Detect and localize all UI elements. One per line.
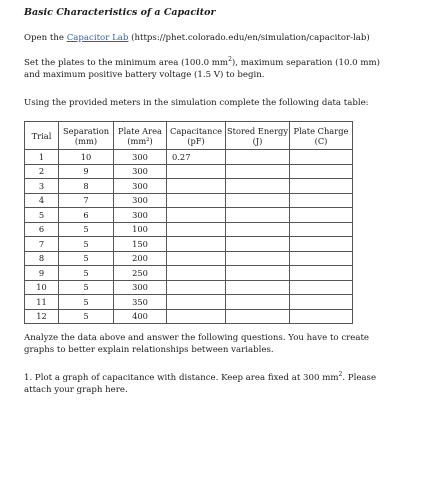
cell-plate-charge[interactable] (290, 309, 353, 324)
cell-plate-area: 400 (114, 309, 167, 324)
table-row (25, 266, 353, 281)
cell-plate-charge[interactable] (290, 266, 353, 281)
table-row (25, 280, 353, 295)
cell-plate-area: 250 (114, 266, 167, 281)
cell-separation: 7 (59, 193, 114, 208)
intro-suffix: (https://phet.colorado.edu/en/simulation/capacitor-lab) (128, 33, 370, 43)
cell-plate-charge[interactable] (290, 295, 353, 310)
cell-plate-area: 300 (114, 150, 167, 165)
setup-line-2: and maximum positive battery voltage (1.5 V) to begin. (24, 70, 265, 80)
cell-plate-charge[interactable] (290, 280, 353, 295)
analysis-line-2: graphs to better explain relationships between variables. (24, 345, 274, 355)
cell-plate-area: 300 (114, 164, 167, 179)
cell-trial: 6 (25, 222, 59, 237)
cell-stored-energy[interactable] (226, 251, 290, 266)
question-1-line-1-b: . Please (342, 373, 377, 383)
setup-line-1-b: ), maximum separation (10.0 mm) (231, 58, 381, 68)
cell-capacitance[interactable] (167, 237, 226, 252)
cell-plate-area: 300 (114, 208, 167, 223)
cell-trial: 7 (25, 237, 59, 252)
cell-capacitance[interactable] (167, 208, 226, 223)
cell-plate-charge[interactable] (290, 237, 353, 252)
cell-capacitance[interactable]: 0.27 (167, 150, 226, 165)
cell-separation: 5 (59, 266, 114, 281)
cell-separation: 6 (59, 208, 114, 223)
setup-line-1-a: Set the plates to the minimum area (100.0 mm (24, 58, 229, 68)
intro-prefix: Open the (24, 33, 67, 43)
cell-separation: 5 (59, 295, 114, 310)
setup-line-1-sup: 2 (228, 56, 232, 64)
cell-capacitance[interactable] (167, 222, 226, 237)
table-row (25, 193, 353, 208)
header-separation: Separation (mm) (59, 122, 114, 150)
header-trial: Trial (25, 122, 59, 150)
question-1-line-1-a: 1. Plot a graph of capacitance with distance. Keep area fixed at 300 mm (24, 373, 339, 383)
cell-plate-area: 300 (114, 193, 167, 208)
header-capacitance: Capacitance (pF) (167, 122, 226, 150)
cell-plate-charge[interactable] (290, 164, 353, 179)
cell-plate-area: 300 (114, 179, 167, 194)
table-header-row (25, 122, 353, 150)
analysis-line-1: Analyze the data above and answer the following questions. You have to create (24, 333, 370, 343)
question-1-line-2: attach your graph here. (24, 385, 128, 395)
capacitor-lab-link[interactable]: Capacitor Lab (66, 33, 129, 43)
setup-paragraph (24, 57, 380, 81)
cell-plate-area: 200 (114, 251, 167, 266)
cell-trial: 5 (25, 208, 59, 223)
table-row (25, 150, 353, 165)
cell-stored-energy[interactable] (226, 266, 290, 281)
cell-separation: 5 (59, 222, 114, 237)
data-table (24, 121, 353, 324)
question-1-line-1 (24, 372, 376, 384)
cell-trial: 9 (25, 266, 59, 281)
cell-separation: 10 (59, 150, 114, 165)
question-1-line-1-sup: 2 (338, 371, 343, 379)
cell-separation: 8 (59, 179, 114, 194)
cell-stored-energy[interactable] (226, 150, 290, 165)
table-row (25, 164, 353, 179)
cell-capacitance[interactable] (167, 309, 226, 324)
cell-stored-energy[interactable] (226, 237, 290, 252)
table-row (25, 179, 353, 194)
cell-separation: 5 (59, 309, 114, 324)
cell-trial: 10 (25, 280, 59, 295)
cell-plate-area: 300 (114, 280, 167, 295)
table-body (25, 150, 353, 324)
instruction-paragraph: Using the provided meters in the simulation complete the following data table: (24, 98, 369, 108)
table-row (25, 295, 353, 310)
cell-separation: 5 (59, 251, 114, 266)
cell-trial: 11 (25, 295, 59, 310)
table-row (25, 237, 353, 252)
cell-stored-energy[interactable] (226, 295, 290, 310)
cell-capacitance[interactable] (167, 164, 226, 179)
cell-capacitance[interactable] (167, 193, 226, 208)
cell-trial: 3 (25, 179, 59, 194)
intro-paragraph (24, 32, 370, 44)
cell-capacitance[interactable] (167, 280, 226, 295)
setup-line-1 (24, 57, 380, 69)
cell-capacitance[interactable] (167, 295, 226, 310)
cell-plate-charge[interactable] (290, 150, 353, 165)
cell-plate-charge[interactable] (290, 251, 353, 266)
cell-plate-charge[interactable] (290, 222, 353, 237)
cell-trial: 1 (25, 150, 59, 165)
table-row (25, 208, 353, 223)
cell-separation: 9 (59, 164, 114, 179)
question-1 (24, 372, 376, 396)
cell-plate-charge[interactable] (290, 193, 353, 208)
cell-separation: 5 (59, 237, 114, 252)
cell-capacitance[interactable] (167, 266, 226, 281)
cell-stored-energy[interactable] (226, 164, 290, 179)
cell-stored-energy[interactable] (226, 309, 290, 324)
cell-stored-energy[interactable] (226, 193, 290, 208)
cell-plate-area: 150 (114, 237, 167, 252)
cell-capacitance[interactable] (167, 251, 226, 266)
cell-trial: 8 (25, 251, 59, 266)
table-row (25, 222, 353, 237)
cell-stored-energy[interactable] (226, 179, 290, 194)
cell-plate-area: 350 (114, 295, 167, 310)
cell-stored-energy[interactable] (226, 222, 290, 237)
document-title: Basic Characteristics of a Capacitor (24, 7, 216, 18)
cell-separation: 5 (59, 280, 114, 295)
cell-stored-energy[interactable] (226, 280, 290, 295)
analysis-paragraph (24, 332, 369, 356)
header-plate-charge: Plate Charge (C) (290, 122, 353, 150)
cell-capacitance[interactable] (167, 179, 226, 194)
cell-stored-energy[interactable] (226, 208, 290, 223)
cell-trial: 2 (25, 164, 59, 179)
header-plate-area: Plate Area (mm²) (114, 122, 167, 150)
table-row (25, 309, 353, 324)
cell-trial: 4 (25, 193, 59, 208)
cell-trial: 12 (25, 309, 59, 324)
cell-plate-charge[interactable] (290, 208, 353, 223)
cell-plate-charge[interactable] (290, 179, 353, 194)
header-stored-energy: Stored Energy (J) (226, 122, 290, 150)
table-row (25, 251, 353, 266)
cell-plate-area: 100 (114, 222, 167, 237)
